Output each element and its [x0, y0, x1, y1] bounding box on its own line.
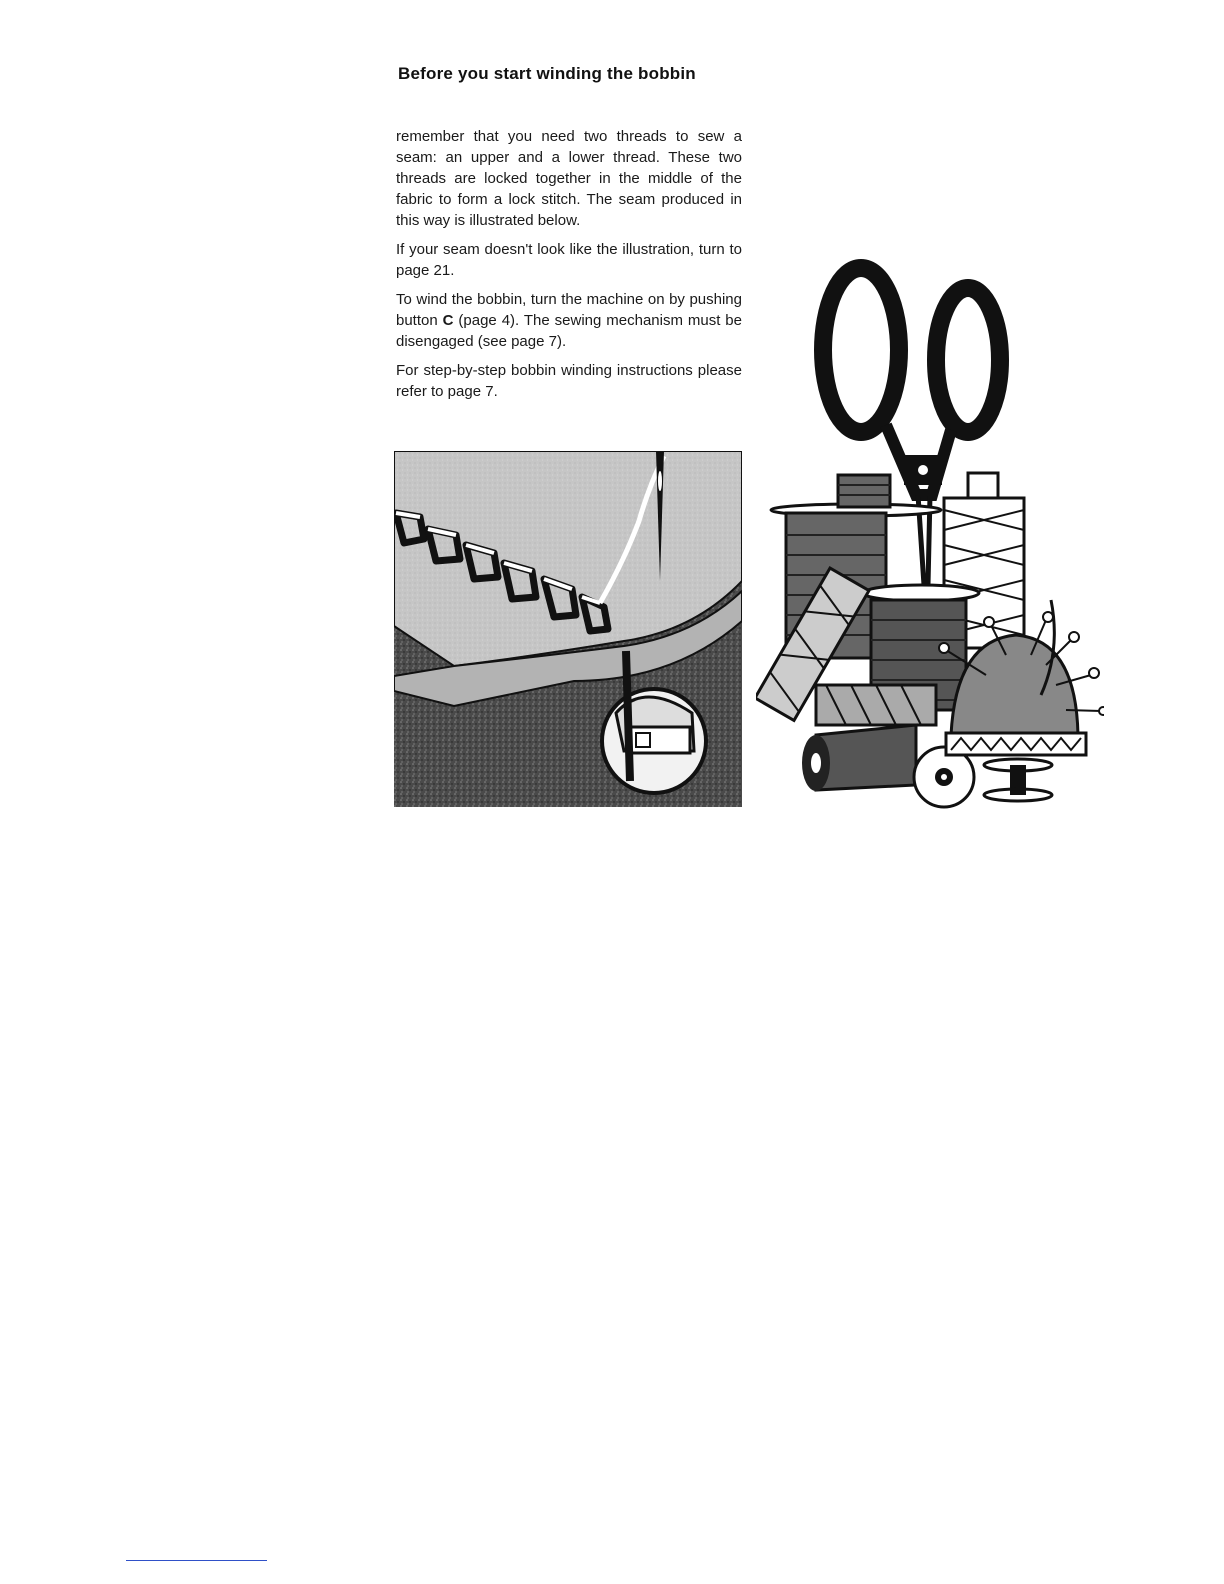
bobbin-side-icon: [984, 759, 1052, 801]
page-title: Before you start winding the bobbin: [398, 64, 696, 83]
thread-reel-icon: [802, 725, 916, 791]
button-c-label: C: [442, 312, 454, 329]
body-text: [396, 126, 742, 410]
wind-bobbin-text-start: To wind the bobbin, turn the machine on by pushing button: [396, 291, 742, 329]
lock-stitch-seam-illustration: [394, 451, 742, 807]
paragraph-lock-stitch: remember that you need two threads to sew a seam: an upper and a lower thread. These two threads are locked together in the middle of the fabric to form a lock stitch. The seam produced in this way is illustrated below.: [396, 128, 742, 229]
paragraph-seam-check: If your seam doesn't look like the illustration, turn to page 21.: [396, 241, 742, 279]
paragraph-instructions-ref: For step-by-step bobbin winding instructions please refer to page 7.: [396, 362, 742, 400]
wind-bobbin-text-end: (page 4). The sewing mechanism must be disengaged (see page 7).: [396, 312, 742, 350]
spool-lying-icon: [816, 685, 936, 725]
spool-small-icon: [838, 475, 890, 507]
footer-rule: [126, 1560, 267, 1561]
sewing-supplies-illustration: [756, 255, 1104, 815]
paragraph-wind-bobbin: [396, 289, 742, 352]
